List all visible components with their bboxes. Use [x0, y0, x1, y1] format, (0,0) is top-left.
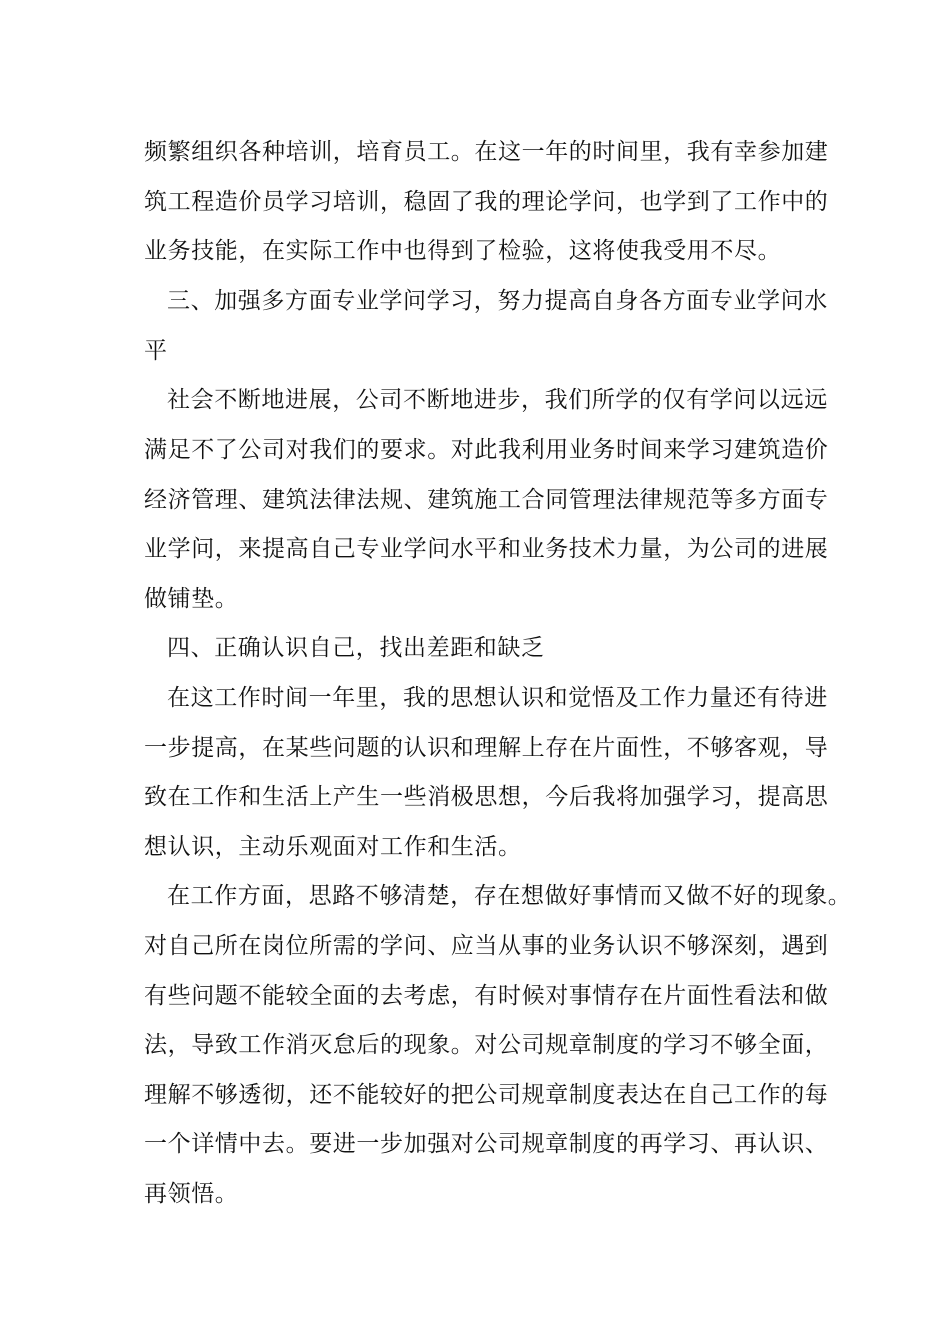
text-line: 想认识，主动乐观面对工作和生活。	[144, 834, 522, 860]
text-line: 筑工程造价员学习培训，稳固了我的理论学问，也学到了工作中的	[144, 189, 829, 215]
text-line: 对自己所在岗位所需的学问、应当从事的业务认识不够深刻，遇到	[144, 933, 829, 959]
text-line: 业学问，来提高自己专业学问水平和业务技术力量，为公司的进展	[144, 536, 829, 562]
text-line: 法，导致工作消灭怠后的现象。对公司规章制度的学习不够全面，	[144, 1032, 829, 1058]
text-line: 满足不了公司对我们的要求。对此我利用业务时间来学习建筑造价	[144, 437, 829, 463]
text-line: 频繁组织各种培训，培育员工。在这一年的时间里，我有幸参加建	[144, 139, 829, 165]
text-line: 一个详情中去。要进一步加强对公司规章制度的再学习、再认识、	[144, 1131, 829, 1157]
text-line: 在这工作时间一年里，我的思想认识和觉悟及工作力量还有待进	[167, 685, 828, 711]
section-heading-continuation: 平	[144, 338, 168, 364]
section-heading: 四、正确认识自己，找出差距和缺乏	[167, 635, 545, 661]
text-line: 再领悟。	[144, 1181, 239, 1207]
text-line: 做铺垫。	[144, 586, 239, 612]
text-line: 社会不断地进展，公司不断地进步，我们所学的仅有学问以远远	[167, 387, 828, 413]
text-line: 一步提高，在某些问题的认识和理解上存在片面性，不够客观，导	[144, 735, 829, 761]
text-line: 经济管理、建筑法律法规、建筑施工合同管理法律规范等多方面专	[144, 487, 829, 513]
text-line: 致在工作和生活上产生一些消极思想，今后我将加强学习，提高思	[144, 784, 829, 810]
text-line: 在工作方面，思路不够清楚，存在想做好事情而又做不好的现象。	[167, 883, 852, 909]
text-line: 理解不够透彻，还不能较好的把公司规章制度表达在自己工作的每	[144, 1082, 829, 1108]
text-line: 有些问题不能较全面的去考虑，有时候对事情存在片面性看法和做	[144, 983, 829, 1009]
section-heading: 三、加强多方面专业学问学习，努力提高自身各方面专业学问水	[167, 288, 828, 314]
text-line: 业务技能，在实际工作中也得到了检验，这将使我受用不尽。	[144, 238, 782, 264]
